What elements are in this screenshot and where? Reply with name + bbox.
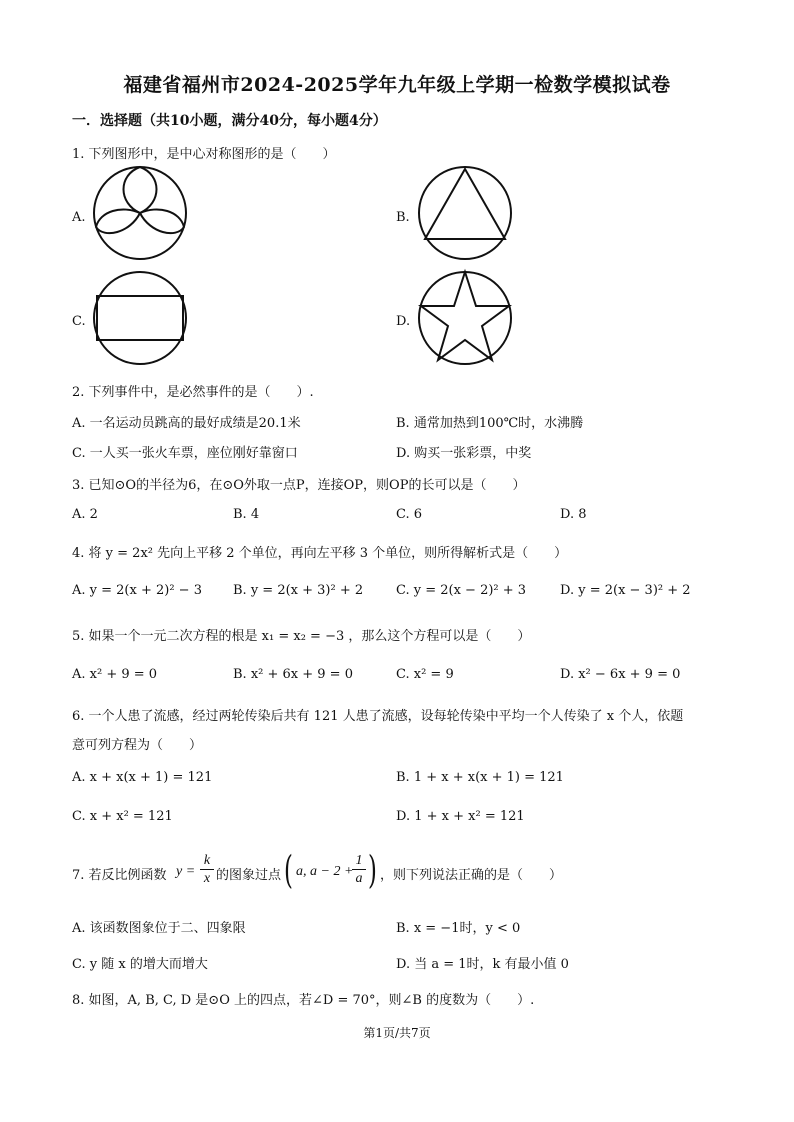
- q1-option-c-label: C.: [72, 314, 86, 329]
- q1-figure-c-rectangle-in-circle: [90, 268, 190, 368]
- q7-paren-left: (: [284, 848, 293, 892]
- question-3-stem: 3. 已知⊙O的半径为6，在⊙O外取一点P，连接OP，则OP的长可以是（ ）: [72, 478, 526, 493]
- q3-option-b: B. 4: [233, 507, 260, 522]
- question-4-stem: 4. 将 y = 2x² 先向上平移 2 个单位，再向左平移 3 个单位，则所得解析式是（ ）: [72, 546, 568, 561]
- q2-option-b: B. 通常加热到100℃时，水沸腾: [396, 416, 584, 431]
- q2-option-d: D. 购买一张彩票，中奖: [396, 446, 532, 461]
- q5-option-b: B. x² + 6x + 9 = 0: [233, 667, 353, 682]
- q4-option-c: C. y = 2(x − 2)² + 3: [396, 583, 527, 598]
- section-heading: 一．选择题（共10小题，满分40分，每小题4分）: [72, 113, 387, 129]
- q1-figure-d-star-in-circle: [415, 268, 515, 368]
- q5-option-a: A. x² + 9 = 0: [72, 667, 158, 682]
- q1-option-b-label: B.: [396, 210, 410, 225]
- q7-fraction: [200, 852, 214, 887]
- question-7-stem-b: 的图象过点: [216, 868, 282, 883]
- question-6-stem-line1: 6. 一个人患了流感，经过两轮传染后共有 121 人患了流感，设每轮传染中平均一个人传染了 x 个人，依题: [72, 709, 684, 724]
- question-6-stem-line2: 意可列方程为（ ）: [72, 738, 203, 753]
- q7-point-fraction-denominator: a: [352, 869, 366, 887]
- q6-option-b: B. 1 + x + x(x + 1) = 121: [396, 770, 564, 785]
- question-1-stem: 1. 下列图形中，是中心对称图形的是（ ）: [72, 147, 336, 162]
- q7-fraction-numerator: k: [203, 853, 211, 868]
- page-footer: 第1页/共7页: [363, 1026, 431, 1040]
- q7-function-y: y =: [176, 864, 196, 879]
- q1-figure-b-triangle-in-circle: [415, 163, 515, 263]
- q6-option-a: A. x + x(x + 1) = 121: [72, 770, 213, 785]
- q4-option-d: D. y = 2(x − 3)² + 2: [560, 583, 691, 598]
- q4-option-b: B. y = 2(x + 3)² + 2: [233, 583, 364, 598]
- question-8-stem: 8. 如图，A, B, C, D 是⊙O 上的四点，若∠D = 70°，则∠B 的度数为（ ）.: [72, 993, 535, 1008]
- q7-option-b: B. x = −1时，y < 0: [396, 921, 521, 936]
- q1-figure-a-three-arcs: [90, 163, 190, 263]
- q4-option-a: A. y = 2(x + 2)² − 3: [72, 583, 202, 598]
- q7-paren-right: ): [368, 848, 377, 892]
- q6-option-d: D. 1 + x + x² = 121: [396, 809, 525, 824]
- q2-option-c: C. 一人买一张火车票，座位刚好靠窗口: [72, 446, 298, 461]
- question-2-stem: 2. 下列事件中，是必然事件的是（ ）.: [72, 385, 314, 400]
- q3-option-a: A. 2: [72, 507, 98, 522]
- q3-option-c: C. 6: [396, 507, 423, 522]
- question-5-stem: 5. 如果一个一元二次方程的根是 x₁ = x₂ = −3 ，那么这个方程可以是（ ）: [72, 629, 531, 644]
- question-7-stem-a: 7. 若反比例函数: [72, 868, 167, 883]
- q1-option-a-label: A.: [72, 210, 86, 225]
- q6-option-c: C. x + x² = 121: [72, 809, 173, 824]
- q3-option-d: D. 8: [560, 507, 587, 522]
- q7-option-a: A. 该函数图象位于二、四象限: [72, 921, 246, 936]
- question-7-stem-c: ，则下列说法正确的是（ ）: [380, 868, 563, 883]
- q5-option-c: C. x² = 9: [396, 667, 454, 682]
- q7-point-text: a, a − 2 +: [296, 864, 354, 879]
- q1-option-d-label: D.: [396, 314, 411, 329]
- page-title: 福建省福州市2024-2025学年九年级上学期一检数学模拟试卷: [123, 74, 671, 96]
- q7-fraction-denominator: x: [200, 869, 214, 887]
- q7-point-fraction: [352, 852, 366, 887]
- q5-option-d: D. x² − 6x + 9 = 0: [560, 667, 681, 682]
- q7-point-fraction-numerator: 1: [355, 853, 363, 868]
- q2-option-a: A. 一名运动员跳高的最好成绩是20.1米: [72, 416, 301, 431]
- q7-option-d: D. 当 a = 1时，k 有最小值 0: [396, 957, 569, 972]
- q7-option-c: C. y 随 x 的增大而增大: [72, 957, 208, 972]
